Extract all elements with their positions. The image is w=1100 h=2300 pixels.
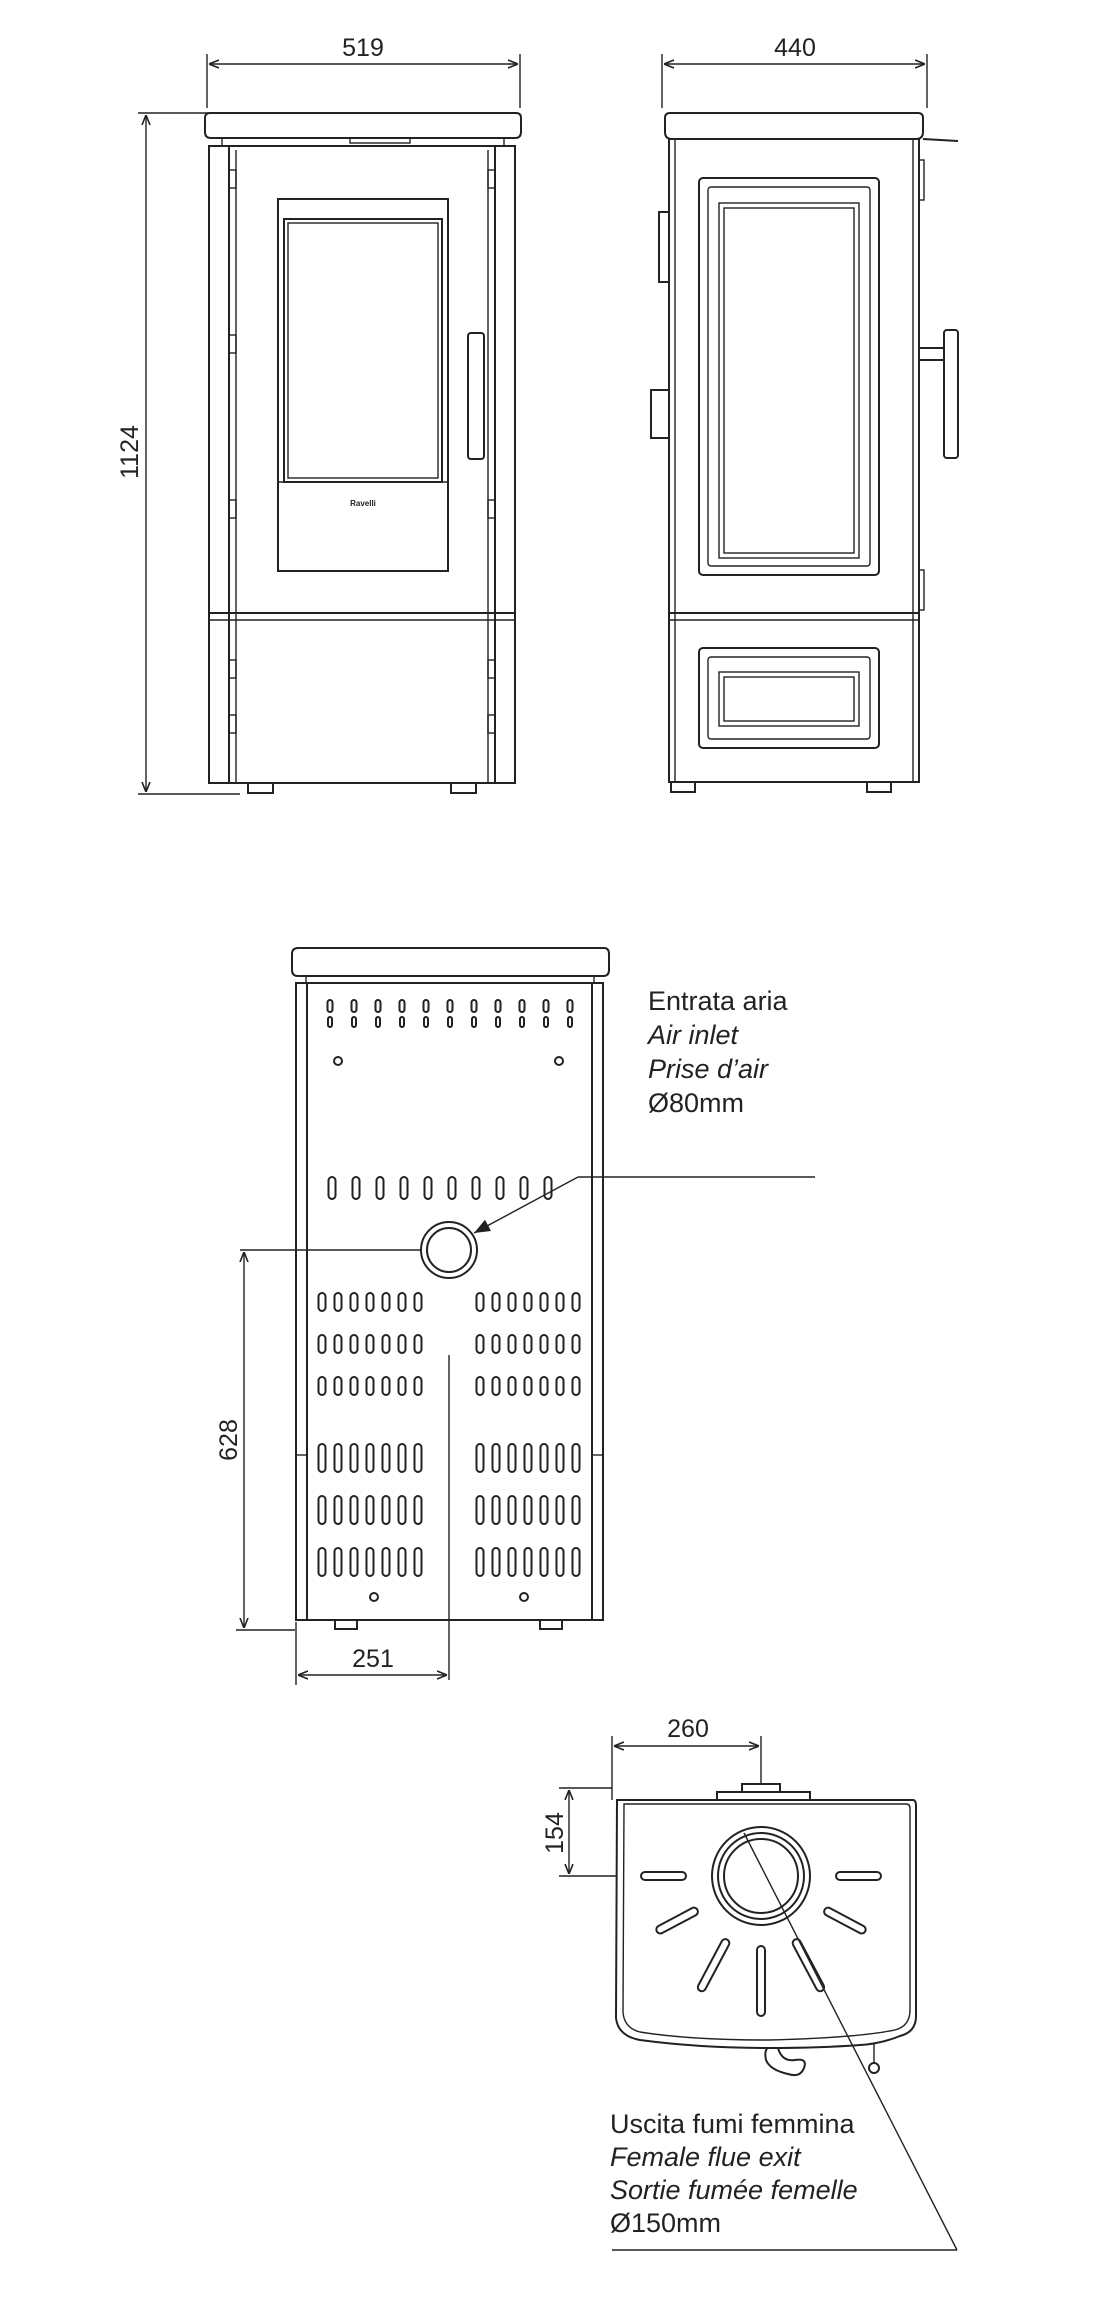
vent-slot xyxy=(541,1444,548,1472)
vent-slot xyxy=(448,1000,453,1012)
vent-slot xyxy=(493,1496,500,1524)
vent-slot xyxy=(383,1548,390,1576)
vent-slot xyxy=(525,1548,532,1576)
vent-slot xyxy=(557,1444,564,1472)
vent-slot xyxy=(509,1496,516,1524)
vent-slot xyxy=(497,1177,504,1199)
vent-slot xyxy=(329,1177,336,1199)
vent-slot xyxy=(319,1496,326,1524)
vent-slot xyxy=(477,1293,484,1311)
vent-slot xyxy=(509,1335,516,1353)
side-foot-right xyxy=(867,782,891,792)
vent-slot xyxy=(493,1377,500,1395)
vent-slot xyxy=(557,1377,564,1395)
front-foot-left xyxy=(248,783,273,793)
vent-slot xyxy=(401,1177,408,1199)
vent-slot xyxy=(415,1377,422,1395)
front-foot-right xyxy=(451,783,476,793)
side-depth-dimension xyxy=(662,34,927,108)
vent-slot xyxy=(400,1017,404,1027)
vent-slot xyxy=(376,1017,380,1027)
vent-slot xyxy=(328,1000,333,1012)
vent-slot xyxy=(383,1335,390,1353)
vent-slot xyxy=(335,1548,342,1576)
vent-slot xyxy=(493,1293,500,1311)
top-view xyxy=(541,1715,957,2250)
flue-x-dimension xyxy=(612,1715,761,1800)
side-handle xyxy=(944,330,958,458)
vent-slot xyxy=(477,1377,484,1395)
vent-slot xyxy=(525,1293,532,1311)
vent-slot xyxy=(383,1293,390,1311)
vent-slot xyxy=(541,1496,548,1524)
vent-slot xyxy=(335,1293,342,1311)
vent-slot xyxy=(415,1496,422,1524)
vent-slot xyxy=(367,1548,374,1576)
vent-slot xyxy=(525,1444,532,1472)
inlet-offset-label: 251 xyxy=(352,1645,394,1673)
side-depth-label: 440 xyxy=(774,34,816,62)
back-mount-hole-left xyxy=(334,1057,342,1065)
back-view xyxy=(215,948,815,1685)
inlet-height-label: 628 xyxy=(215,1419,243,1461)
vent-slot xyxy=(448,1017,452,1027)
vent-slot xyxy=(399,1548,406,1576)
vent-slot xyxy=(521,1177,528,1199)
front-width-dimension xyxy=(207,34,520,108)
vent-slot xyxy=(335,1496,342,1524)
vent-slot xyxy=(477,1444,484,1472)
vent-slot xyxy=(353,1177,360,1199)
vent-slot xyxy=(493,1444,500,1472)
vent-slot xyxy=(335,1335,342,1353)
vent-slot xyxy=(415,1293,422,1311)
vent-slot xyxy=(557,1335,564,1353)
vent-slot xyxy=(496,1000,501,1012)
flue-exit-label-en: Female flue exit xyxy=(610,2142,801,2172)
inlet-height-dimension xyxy=(215,1252,295,1630)
air-inlet-label xyxy=(646,986,789,1118)
vent-slot xyxy=(351,1293,358,1311)
vent-slot xyxy=(351,1377,358,1395)
vent-slot xyxy=(351,1496,358,1524)
vent-slot xyxy=(351,1548,358,1576)
vent-slot xyxy=(472,1017,476,1027)
air-inlet-label-en: Air inlet xyxy=(648,1020,739,1050)
vent-slot xyxy=(573,1496,580,1524)
flue-exit-label-fr: Sortie fumée femelle xyxy=(610,2175,858,2205)
vent-slot xyxy=(399,1377,406,1395)
vent-slot xyxy=(351,1444,358,1472)
vent-slot xyxy=(541,1548,548,1576)
front-height-label: 1124 xyxy=(116,425,144,479)
vent-slot xyxy=(541,1293,548,1311)
vent-slot xyxy=(367,1496,374,1524)
flue-x-label: 260 xyxy=(667,1715,709,1743)
vent-slot xyxy=(367,1293,374,1311)
vent-slot xyxy=(319,1444,326,1472)
vent-slot xyxy=(383,1377,390,1395)
vent-slot xyxy=(351,1335,358,1353)
vent-slot xyxy=(383,1496,390,1524)
radial-slot xyxy=(757,1946,765,2016)
vent-slot xyxy=(545,1177,552,1199)
side-foot-left xyxy=(671,782,695,792)
vent-slot xyxy=(319,1293,326,1311)
vent-slot xyxy=(573,1293,580,1311)
vent-slot xyxy=(509,1548,516,1576)
vent-slot xyxy=(473,1177,480,1199)
flue-collar-inner xyxy=(724,1839,798,1913)
vent-slot xyxy=(568,1017,572,1027)
vent-slot xyxy=(544,1017,548,1027)
air-inlet-inner xyxy=(427,1228,471,1272)
vent-slot xyxy=(525,1377,532,1395)
vent-slot xyxy=(525,1335,532,1353)
vent-slot xyxy=(568,1000,573,1012)
vent-slot xyxy=(383,1444,390,1472)
vent-slot xyxy=(377,1177,384,1199)
vent-slot xyxy=(328,1017,332,1027)
front-top-plate xyxy=(205,113,521,138)
back-mount-hole-right xyxy=(555,1057,563,1065)
vent-slot xyxy=(424,1017,428,1027)
vent-slot xyxy=(319,1377,326,1395)
front-view xyxy=(116,34,521,794)
vent-slot xyxy=(520,1017,524,1027)
vent-slot xyxy=(335,1377,342,1395)
vent-slot xyxy=(367,1335,374,1353)
vent-slot xyxy=(496,1017,500,1027)
side-view xyxy=(651,34,958,792)
vent-slot xyxy=(399,1335,406,1353)
vent-slot xyxy=(415,1335,422,1353)
vent-slot xyxy=(319,1548,326,1576)
vent-slot xyxy=(415,1548,422,1576)
flue-y-label: 154 xyxy=(541,1812,569,1854)
vent-slot xyxy=(424,1000,429,1012)
back-foot-left xyxy=(335,1620,357,1629)
vent-slot xyxy=(493,1335,500,1353)
flue-exit-label-it: Uscita fumi femmina xyxy=(610,2109,855,2139)
front-door-handle xyxy=(468,333,484,459)
air-inlet-label-it: Entrata aria xyxy=(648,986,788,1016)
radial-slot xyxy=(836,1872,881,1880)
front-width-label: 519 xyxy=(342,34,384,62)
vent-slot xyxy=(367,1377,374,1395)
vent-slot xyxy=(573,1548,580,1576)
vent-slot xyxy=(399,1293,406,1311)
vent-slot xyxy=(449,1177,456,1199)
back-top-plate xyxy=(292,948,609,976)
vent-slot xyxy=(509,1377,516,1395)
vent-slot xyxy=(376,1000,381,1012)
front-glass xyxy=(284,219,442,482)
flue-exit-diameter: Ø150mm xyxy=(610,2208,722,2238)
vent-slot xyxy=(472,1000,477,1012)
vent-slot xyxy=(335,1444,342,1472)
vent-slot xyxy=(319,1335,326,1353)
side-top-plate xyxy=(665,113,923,139)
vent-slot xyxy=(520,1000,525,1012)
vent-slot xyxy=(557,1496,564,1524)
vent-slot xyxy=(541,1377,548,1395)
vent-slot xyxy=(367,1444,374,1472)
vent-slot xyxy=(509,1444,516,1472)
side-upper-panel xyxy=(699,178,879,575)
vent-slot xyxy=(573,1377,580,1395)
vent-slot xyxy=(544,1000,549,1012)
vent-slot xyxy=(509,1293,516,1311)
vent-slot xyxy=(477,1548,484,1576)
vent-slot xyxy=(352,1000,357,1012)
radial-slot xyxy=(641,1872,686,1880)
vent-slot xyxy=(525,1496,532,1524)
vent-slot xyxy=(493,1548,500,1576)
vent-slot xyxy=(557,1293,564,1311)
vent-slot xyxy=(352,1017,356,1027)
vent-slot xyxy=(477,1496,484,1524)
inlet-offset-dimension xyxy=(296,1622,447,1685)
vent-slot xyxy=(425,1177,432,1199)
vent-slot xyxy=(477,1335,484,1353)
vent-slot xyxy=(573,1335,580,1353)
air-inlet-diameter: Ø80mm xyxy=(648,1088,745,1118)
top-handle xyxy=(765,2048,805,2075)
vent-slot xyxy=(573,1444,580,1472)
vent-slot xyxy=(415,1444,422,1472)
side-lower-panel xyxy=(699,648,879,748)
vent-slot xyxy=(400,1000,405,1012)
back-foot-right xyxy=(540,1620,562,1629)
flue-exit-label xyxy=(610,2109,858,2238)
air-inlet-label-fr: Prise d’air xyxy=(648,1054,769,1084)
vent-slot xyxy=(399,1444,406,1472)
vent-slot xyxy=(557,1548,564,1576)
vent-slot xyxy=(541,1335,548,1353)
vent-slot xyxy=(399,1496,406,1524)
front-logo: Ravelli xyxy=(350,499,376,508)
